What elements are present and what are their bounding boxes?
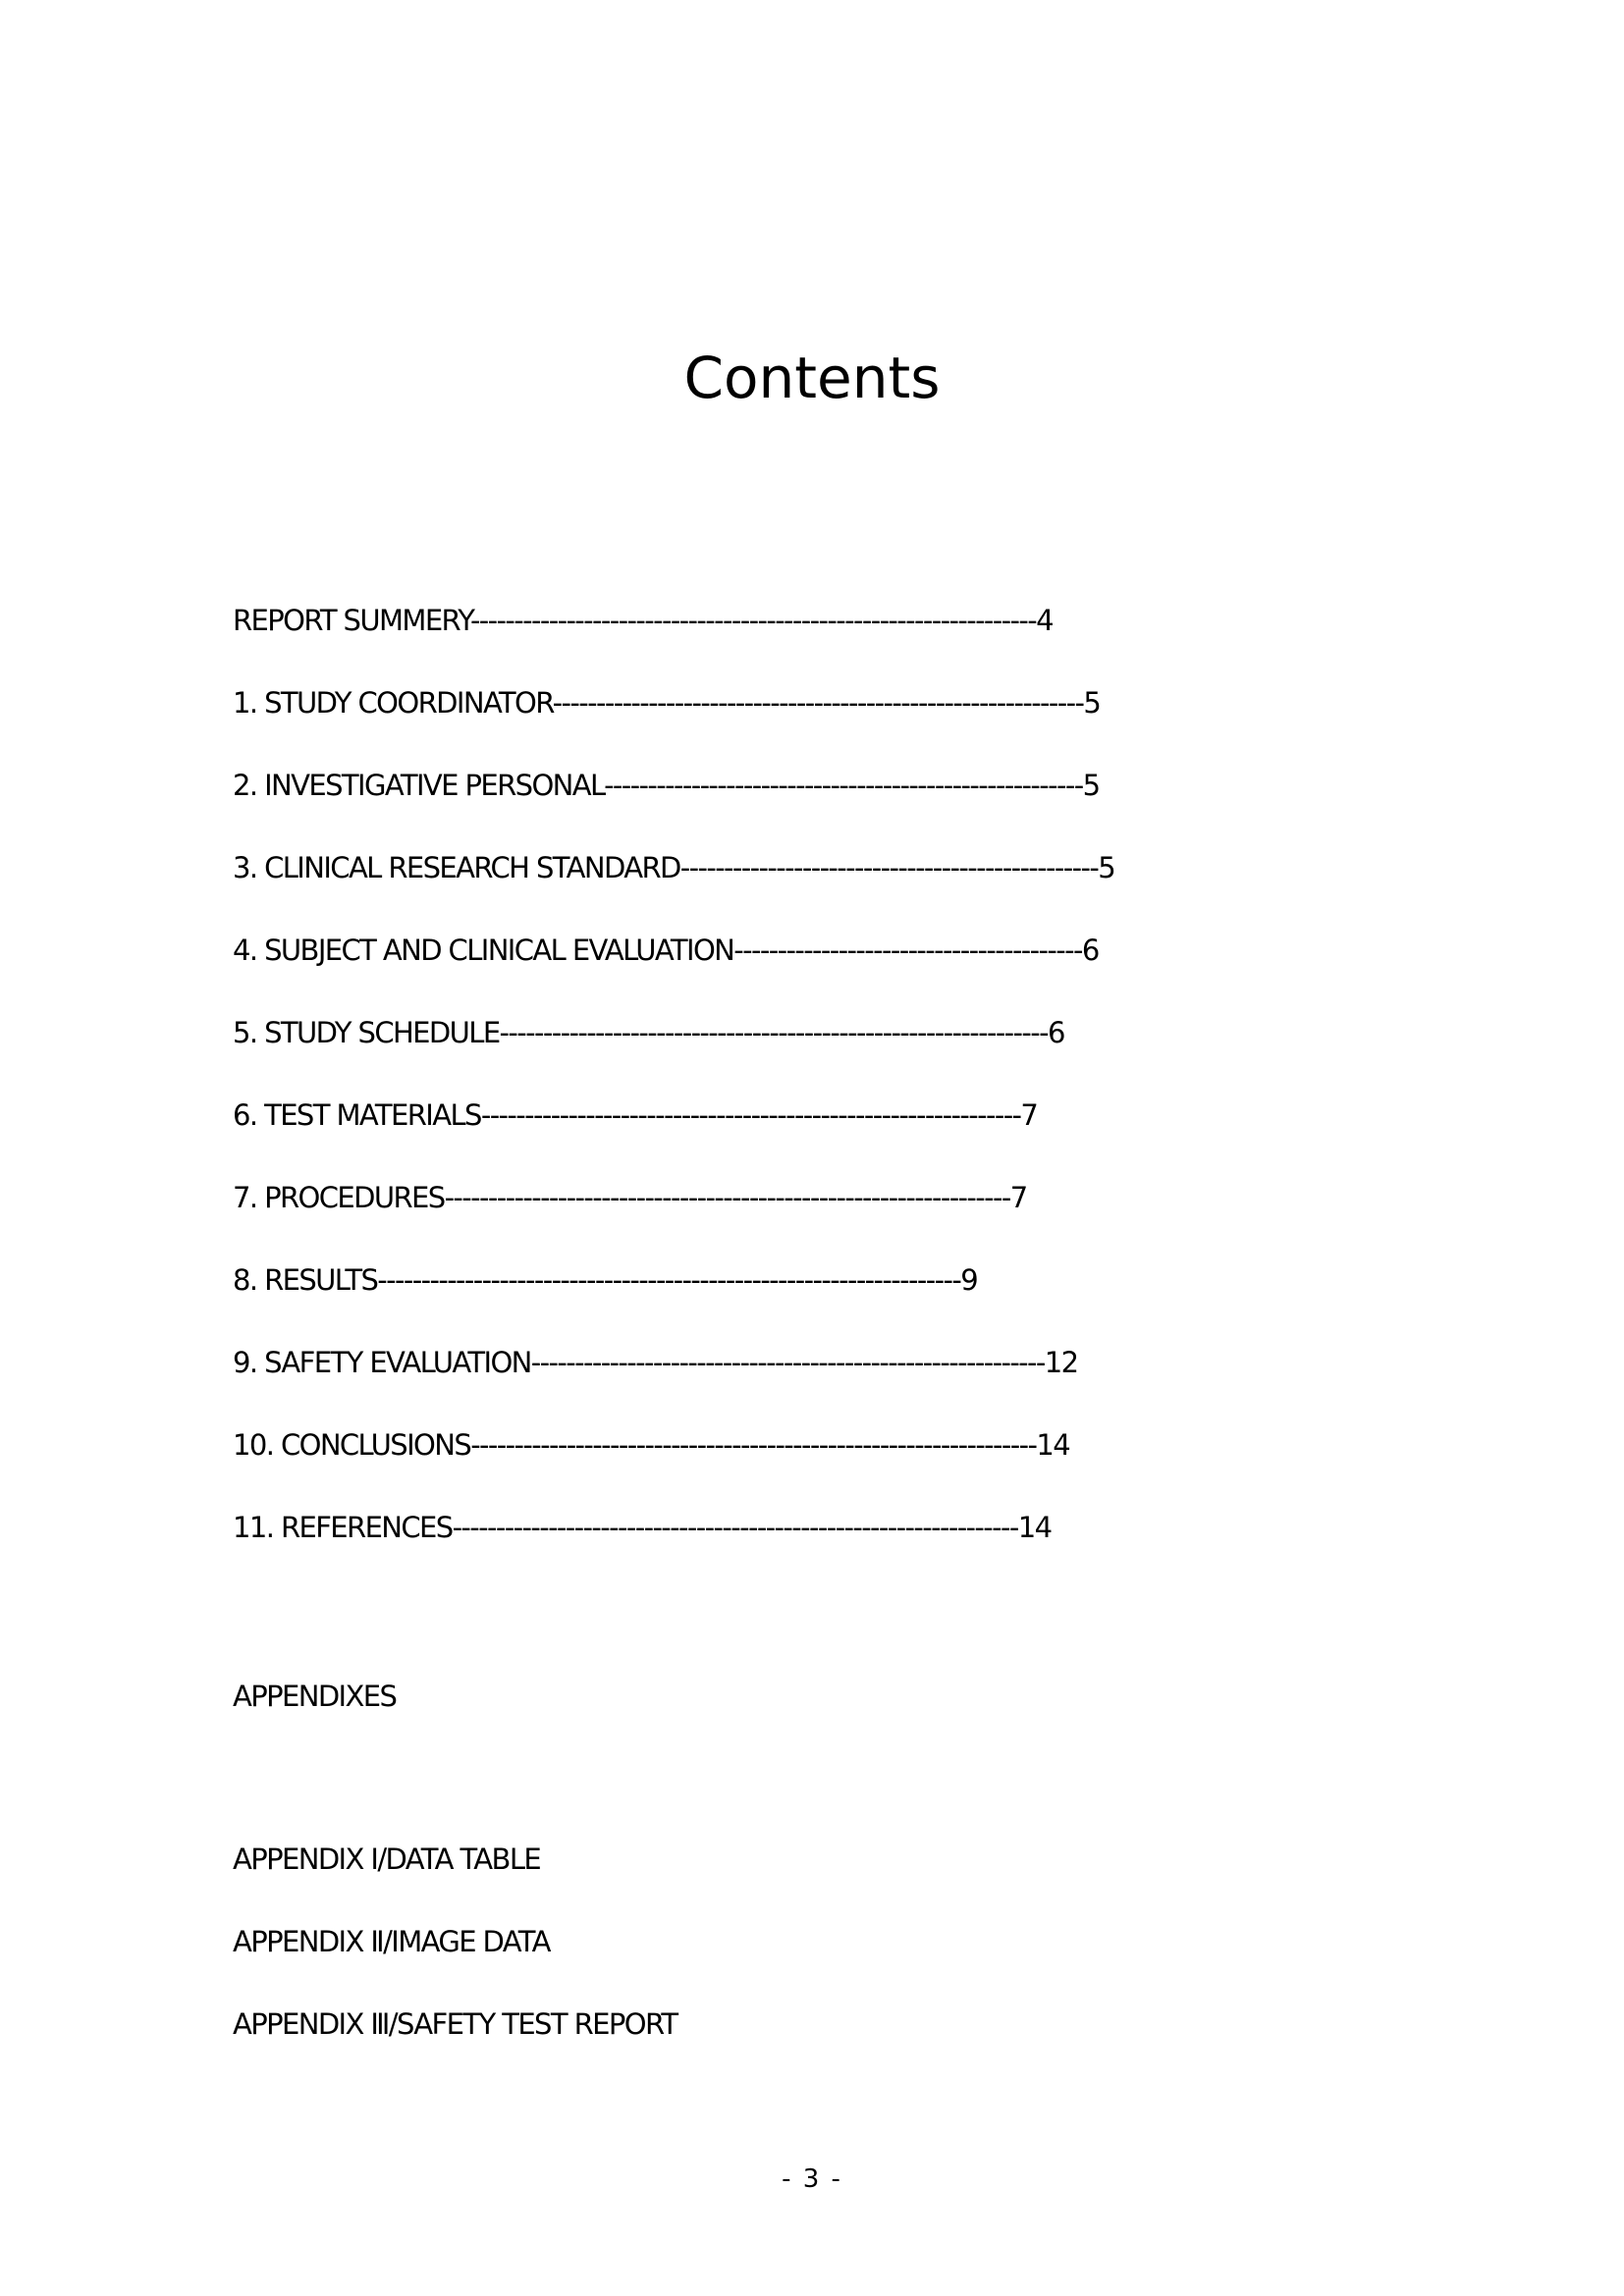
toc-entry-label: 4. SUBJECT AND CLINICAL EVALUATION (233, 934, 734, 967)
toc-leader: ----------------------------------------------------------------- (452, 1511, 1018, 1544)
toc-entry-study-schedule (233, 1005, 1114, 1088)
toc-entry-label: 8. RESULTS (233, 1263, 378, 1297)
toc-entry-investigative-personal (233, 758, 1114, 840)
toc-page-number: 12 (1044, 1346, 1078, 1379)
appendixes-heading: APPENDIXES (233, 1680, 397, 1713)
toc-leader: ------------------------------------------------------------- (552, 686, 1084, 720)
appendix-item-data-table: APPENDIX Ⅰ/DATA TABLE (233, 1842, 541, 1876)
toc-page-number: 7 (1009, 1181, 1027, 1214)
toc-leader: ----------------------------------------------------------- (530, 1346, 1045, 1379)
toc-entry-report-summery (233, 593, 1114, 675)
toc-entry-label: REPORT SUMMERY (233, 604, 470, 637)
toc-entry-label: 5. STUDY SCHEDULE (233, 1016, 500, 1049)
toc-entry-references (233, 1500, 1114, 1582)
page-title: Contents (683, 345, 941, 411)
table-of-contents (233, 593, 1114, 1582)
toc-entry-conclusions (233, 1417, 1114, 1500)
appendix-list (233, 1832, 677, 2079)
toc-entry-label: 3. CLINICAL RESEARCH STANDARD (233, 851, 680, 884)
toc-page-number: 6 (1081, 934, 1099, 967)
toc-page-number: 5 (1098, 851, 1115, 884)
toc-entry-label: 7. PROCEDURES (233, 1181, 445, 1214)
appendix-item-image-data: APPENDIX Ⅱ/IMAGE DATA (233, 1925, 550, 1958)
toc-leader: -------------------------------------------------------------- (480, 1098, 1021, 1132)
toc-entry-study-coordinator (233, 675, 1114, 758)
toc-page-number: 14 (1036, 1428, 1070, 1462)
toc-entry-test-materials (233, 1088, 1114, 1170)
toc-entry-clinical-research-standard (233, 840, 1114, 923)
toc-page-number: 5 (1083, 686, 1101, 720)
toc-entry-safety-evaluation (233, 1335, 1114, 1417)
toc-page-number: 14 (1017, 1511, 1052, 1544)
toc-page-number: 7 (1020, 1098, 1038, 1132)
toc-page-number: 9 (960, 1263, 978, 1297)
toc-entry-label: 9. SAFETY EVALUATION (233, 1346, 531, 1379)
page-number-footer: - 3 - (782, 2164, 842, 2194)
toc-entry-label: 2. INVESTIGATIVE PERSONAL (233, 769, 605, 802)
toc-page-number: 4 (1036, 604, 1053, 637)
toc-entry-results (233, 1253, 1114, 1335)
toc-leader: ------------------------------------------------------------------- (377, 1263, 961, 1297)
toc-entry-label: 10. CONCLUSIONS (233, 1428, 471, 1462)
toc-page-number: 6 (1048, 1016, 1064, 1049)
toc-leader: ----------------------------------------------------------------- (470, 1428, 1037, 1462)
toc-leader: ------------------------------------------------ (679, 851, 1099, 884)
appendix-item-safety-test-report: APPENDIX Ⅲ/SAFETY TEST REPORT (233, 2007, 677, 2041)
toc-entry-label: 1. STUDY COORDINATOR (233, 686, 553, 720)
toc-page-number: 5 (1082, 769, 1100, 802)
toc-entry-subject-and-clinical-evaluation (233, 923, 1114, 1005)
toc-leader: ------------------------------------------------------- (604, 769, 1083, 802)
toc-leader: ----------------------------------------------------------------- (469, 604, 1037, 637)
toc-entry-label: 6. TEST MATERIALS (233, 1098, 481, 1132)
toc-leader: ---------------------------------------- (733, 934, 1082, 967)
toc-entry-label: 11. REFERENCES (233, 1511, 453, 1544)
toc-entry-procedures (233, 1170, 1114, 1253)
toc-leader: --------------------------------------------------------------- (499, 1016, 1049, 1049)
toc-leader: ----------------------------------------------------------------- (444, 1181, 1010, 1214)
